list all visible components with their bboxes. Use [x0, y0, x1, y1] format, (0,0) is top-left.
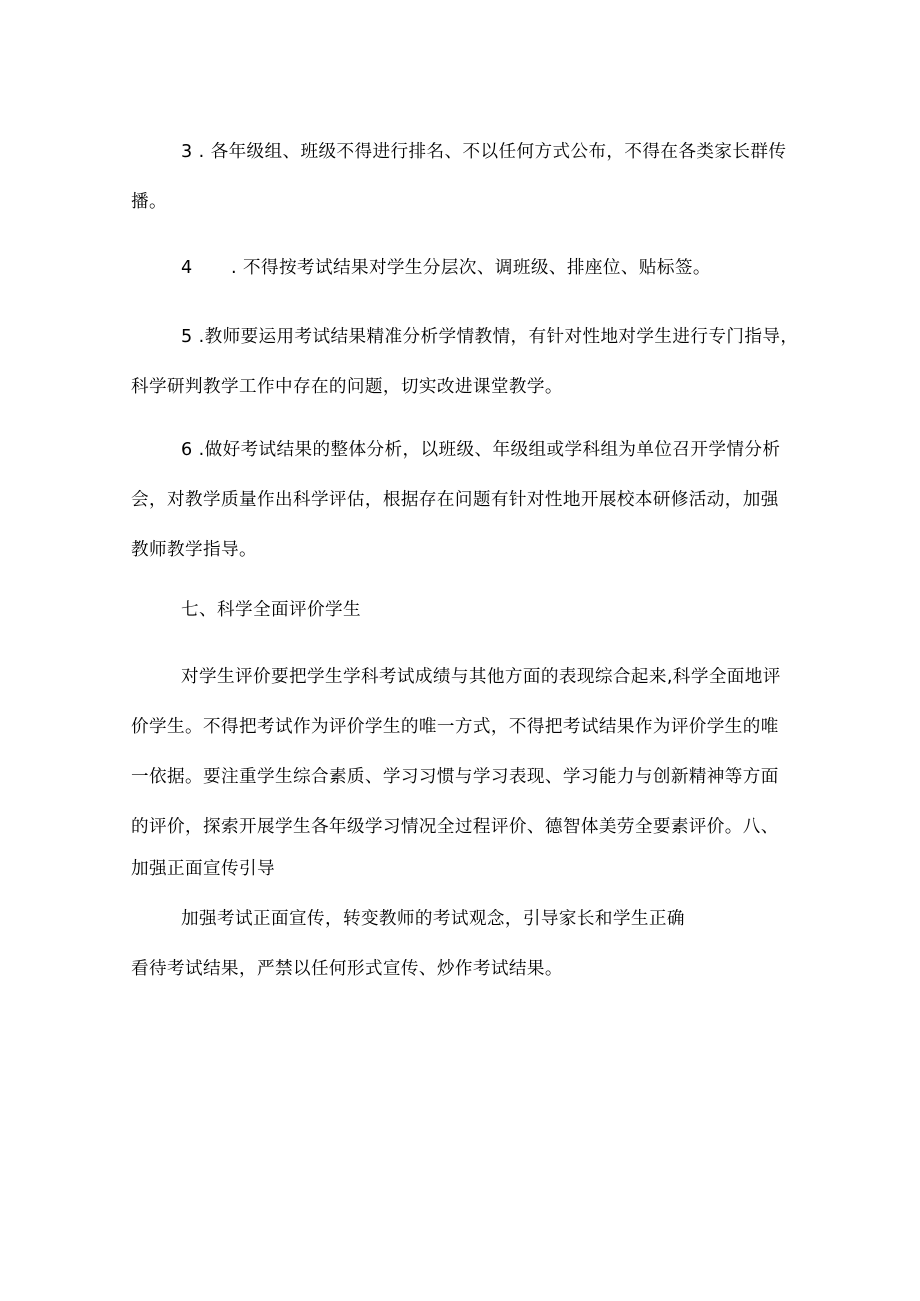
- item4-text: . 不得按考试结果对学生分层次、调班级、排座位、贴标签。: [231, 258, 711, 278]
- section7-line3: 一依据。要注重学生综合素质、学习习惯与学习表现、学习能力与创新精神等方面: [131, 767, 779, 787]
- section7-line4: 的评价，探索开展学生各年级学习情况全过程评价、德智体美劳全要素评价。八、: [131, 817, 779, 837]
- item6-line3: 教师教学指导。: [131, 540, 257, 560]
- section7-line1: 对学生评价要把学生学科考试成绩与其他方面的表现综合起来,科学全面地评: [181, 667, 781, 687]
- section7-heading: 七、科学全面评价学生: [181, 600, 361, 620]
- item5-line2: 科学研判教学工作中存在的问题，切实改进课堂教学。: [131, 377, 563, 397]
- item4-number: 4: [181, 258, 193, 278]
- item3-line2: 播。: [131, 192, 167, 212]
- item6-line2: 会，对教学质量作出科学评估，根据存在问题有针对性地开展校本研修活动，加强: [131, 490, 779, 510]
- section7-line2: 价学生。不得把考试作为评价学生的唯一方式，不得把考试结果作为评价学生的唯: [131, 717, 779, 737]
- item6-line1: 6 .做好考试结果的整体分析，以班级、年级组或学科组为单位召开学情分析: [181, 440, 781, 460]
- section8-line1: 加强考试正面宣传，转变教师的考试观念，引导家长和学生正确: [181, 909, 685, 929]
- item3-line1: 3 . 各年级组、班级不得进行排名、不以任何方式公布，不得在各类家长群传: [181, 142, 787, 162]
- item5-line1: 5 .教师要运用考试结果精准分析学情教情，有针对性地对学生进行专门指导，: [181, 327, 799, 347]
- section8-line2: 看待考试结果，严禁以任何形式宣传、炒作考试结果。: [131, 959, 563, 979]
- section7-line5: 加强正面宣传引导: [131, 859, 275, 879]
